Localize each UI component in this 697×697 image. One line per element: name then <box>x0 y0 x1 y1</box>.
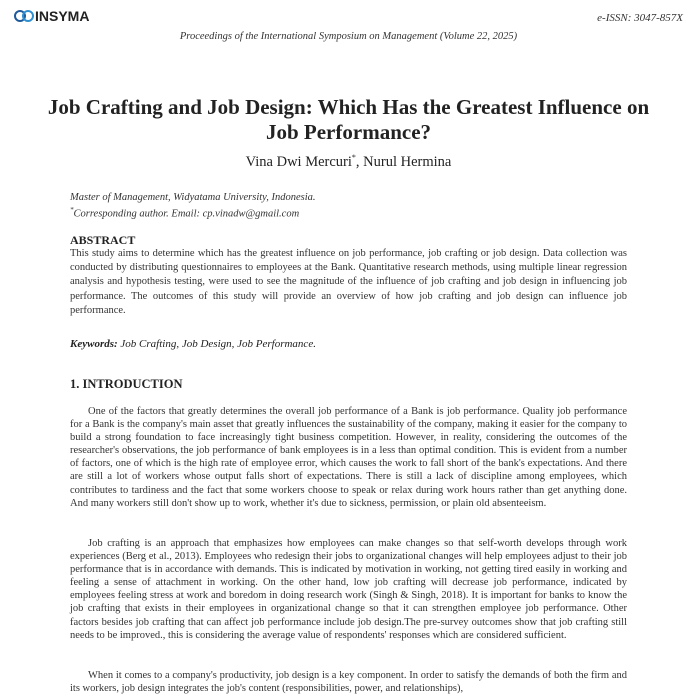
introduction-heading: 1. INTRODUCTION <box>70 377 183 391</box>
abstract-heading: ABSTRACT <box>70 233 136 247</box>
author-line <box>0 153 697 171</box>
author-2: Nurul Hermina <box>363 153 452 170</box>
logo-text: INSYMA <box>35 8 90 24</box>
abstract-text: This study aims to determine which has the greatest influence on job performance, job crafting or job design. Data collection was conducted by distributing questionnaires to employees at the Bank. Quantitative research methods, using multiple linear regression analysis and hypothesis testing, were used to see the magnitude of the influence of job crafting and job design in influencing job performance. The outcomes of this study will provide an overview of how job crafting and job design can influence job performance. <box>70 248 627 316</box>
corresponding-author: Corresponding author. Email: cp.vinadw@gmail.com <box>73 208 300 220</box>
affiliation: Master of Management, Widyatama University, Indonesia. <box>70 192 316 203</box>
author-1: Vina Dwi Mercuri <box>245 153 352 170</box>
intro-paragraph-2: Job crafting is an approach that emphasizes how employees can make changes so that self-worth develops through work experiences (Berg et al., 2013). Employees who redesign their jobs to organizational changes will help employees adjust to their job performance that is in accordance with demands. This is indicated by motivation in working, not getting tired easily in working and feeling a sense of attachment in working. On the other hand, low job crafting will decrease job performance, indicated by employees feeling stress at work and boredom in doing research work (Singh & Singh, 2018). It is important for banks to know the job crafting that exists in their employees in organizational change so that it can strengthen employee job performance. Other factors besides job crafting that can affect job performance include job design.The pre-survey outcomes show that job crafting still needs to be improved., this is considering the average value of respondents' responses which are considered sufficient. <box>70 538 627 641</box>
corresponding-line <box>70 204 316 221</box>
intro-paragraph-3: When it comes to a company's productivity, job design is a key component. In order to satisfy the demands of both the firm and its workers, job design integrates the job's content (responsibilities, power, and relationships), <box>70 670 627 695</box>
issn: e-ISSN: 3047-857X <box>597 12 683 24</box>
proceedings-title: Proceedings of the International Symposium on Management (Volume 22, 2025) <box>179 31 518 42</box>
insyma-logo-mark-icon <box>14 9 34 23</box>
intro-paragraph-1: One of the factors that greatly determines the overall job performance of a Bank is job performance. Quality job performance for a Bank is the company's main asset that greatly influences the sustainability of the company, making it easier for the company to build a strong foundation to face increasingly tight business competition. However, in reality, considering the outcomes of the researcher's observations, the job performance of bank employees is in a less than optimal condition. This is evident from a number of factors, one of which is the high rate of employee error, which causes the work to fall short of the bank's expectations. And there are still a lot of workers whose output falls short of expectations. There is still a lack of discipline among employees, which contributes to tardiness and the fact that some workers choose to speak or relax during work hours rather than get anything done. And many workers still don't show up to work, whether it's due to sickness, permission, or plain old absenteeism. <box>70 406 627 509</box>
keywords-label: Keywords: <box>70 338 118 350</box>
insyma-logo <box>14 8 89 24</box>
corresponding-mark: * <box>351 153 356 162</box>
corresponding-asterisk: * <box>70 206 74 214</box>
affiliation-block <box>70 191 316 221</box>
paper-title: Job Crafting and Job Design: Which Has the Greatest Influence on Job Performance? <box>47 95 650 144</box>
keywords-text: Job Crafting, Job Design, Job Performance. <box>117 338 316 350</box>
author-separator: , <box>355 153 364 170</box>
keywords <box>70 338 316 350</box>
